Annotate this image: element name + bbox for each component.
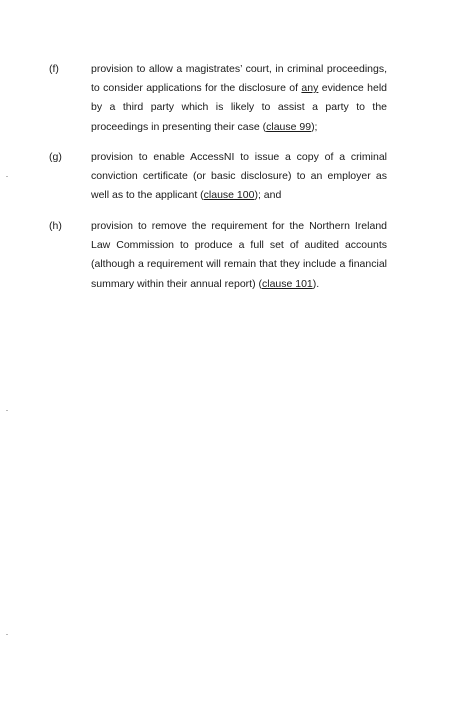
item-label-g: (g) [49, 151, 62, 163]
item-text-f-part-3: ); [311, 120, 318, 133]
item-text-h [91, 217, 387, 294]
emphasis-any: any [301, 82, 319, 95]
item-text-h-part-2: ). [312, 277, 320, 290]
item-text-h-part-1: provision to remove the requirement for the Northern Ireland Law Commission to produce a full set of audited accounts (although a requirement will remain that they include a financial summary within their annual report) ( [91, 220, 387, 290]
scan-speck [6, 176, 8, 177]
item-text-f-part-1: provision to allow a magistrates’ court, in criminal proceedings, to consider applications for the disclosure of [91, 63, 387, 95]
item-text-g-part-2: ); and [254, 189, 282, 202]
item-label-f: (f) [49, 63, 59, 75]
scan-speck [6, 634, 8, 635]
item-text-g [91, 148, 387, 206]
scan-speck [6, 410, 8, 411]
item-text-f [91, 60, 387, 137]
clause-100-reference: clause 100 [203, 189, 255, 202]
item-text-g-part-1: provision to enable AccessNI to issue a copy of a criminal conviction certificate (or basic disclosure) to an employer as well as to the applicant ( [91, 151, 387, 202]
clause-101-reference: clause 101 [261, 277, 313, 290]
item-text-f-part-2: evidence held by a third party which is likely to assist a party to the proceedings in presenting their case ( [91, 82, 387, 133]
clause-99-reference: clause 99 [266, 120, 312, 133]
item-label-h: (h) [49, 220, 62, 232]
